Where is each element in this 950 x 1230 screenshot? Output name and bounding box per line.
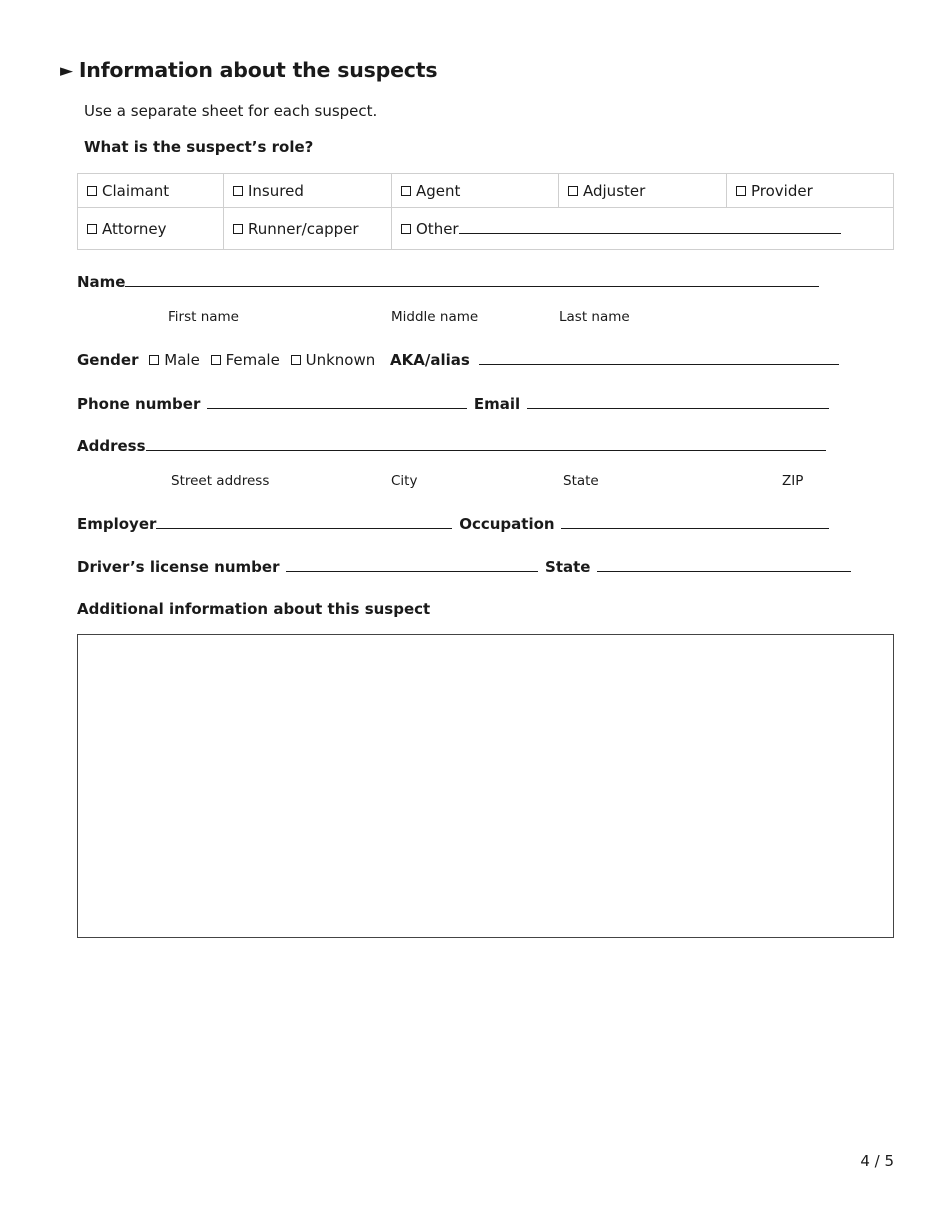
role-option-agent[interactable]: Agent — [392, 174, 559, 208]
zip-caption: ZIP — [782, 473, 804, 489]
page-number: 4 / 5 — [860, 1152, 894, 1170]
phone-label: Phone number — [77, 395, 201, 413]
middle-name-caption: Middle name — [391, 309, 479, 325]
checkbox-icon[interactable] — [233, 186, 243, 196]
employer-row — [77, 514, 829, 533]
license-state-input[interactable] — [597, 557, 851, 572]
arrow-right-icon: ► — [60, 61, 73, 81]
gender-option-male[interactable]: Male — [149, 351, 200, 369]
first-name-caption: First name — [168, 309, 239, 325]
checkbox-icon[interactable] — [568, 186, 578, 196]
occupation-label: Occupation — [459, 515, 555, 533]
role-question: What is the suspect’s role? — [84, 138, 314, 156]
role-option-other[interactable]: Other — [392, 208, 894, 250]
checkbox-icon[interactable] — [401, 186, 411, 196]
role-option-insured[interactable]: Insured — [224, 174, 392, 208]
section-intro: Use a separate sheet for each suspect. — [84, 102, 378, 120]
city-caption: City — [391, 473, 418, 489]
email-label: Email — [473, 395, 521, 413]
street-address-caption: Street address — [171, 473, 270, 489]
occupation-input[interactable] — [561, 514, 829, 529]
gender-label: Gender — [77, 351, 139, 369]
role-option-claimant[interactable]: Claimant — [78, 174, 224, 208]
employer-input[interactable] — [156, 514, 452, 529]
phone-email-row — [77, 394, 829, 413]
address-input[interactable] — [146, 436, 826, 451]
checkbox-icon[interactable] — [87, 224, 97, 234]
aka-label: AKA/alias — [390, 351, 470, 369]
employer-label: Employer — [77, 515, 157, 533]
phone-input[interactable] — [207, 394, 467, 409]
checkbox-icon[interactable] — [401, 224, 411, 234]
additional-info-textarea[interactable] — [77, 634, 894, 938]
address-label: Address — [77, 437, 146, 455]
gender-option-female[interactable]: Female — [211, 351, 280, 369]
license-state-label: State — [545, 558, 591, 576]
role-option-provider[interactable]: Provider — [727, 174, 894, 208]
additional-info-label: Additional information about this suspect — [77, 600, 431, 618]
role-option-runner-capper[interactable]: Runner/capper — [224, 208, 392, 250]
name-input[interactable] — [125, 272, 819, 287]
address-row — [77, 436, 826, 455]
checkbox-icon[interactable] — [736, 186, 746, 196]
section-title-text: Information about the suspects — [78, 58, 438, 82]
checkbox-icon[interactable] — [87, 186, 97, 196]
name-row — [77, 272, 819, 291]
license-input[interactable] — [286, 557, 538, 572]
gender-option-unknown[interactable]: Unknown — [291, 351, 376, 369]
last-name-caption: Last name — [559, 309, 630, 325]
aka-input[interactable] — [479, 350, 839, 365]
license-row — [77, 557, 851, 576]
checkbox-icon[interactable] — [149, 355, 159, 365]
state-caption: State — [563, 473, 599, 489]
email-input[interactable] — [527, 394, 829, 409]
name-label: Name — [77, 273, 126, 291]
checkbox-icon[interactable] — [291, 355, 301, 365]
section-title — [60, 58, 437, 82]
license-label: Driver’s license number — [77, 558, 280, 576]
checkbox-icon[interactable] — [211, 355, 221, 365]
role-option-adjuster[interactable]: Adjuster — [559, 174, 727, 208]
checkbox-icon[interactable] — [233, 224, 243, 234]
role-option-attorney[interactable]: Attorney — [78, 208, 224, 250]
role-table — [77, 173, 894, 250]
other-role-input[interactable] — [459, 219, 841, 234]
gender-row — [77, 350, 839, 369]
